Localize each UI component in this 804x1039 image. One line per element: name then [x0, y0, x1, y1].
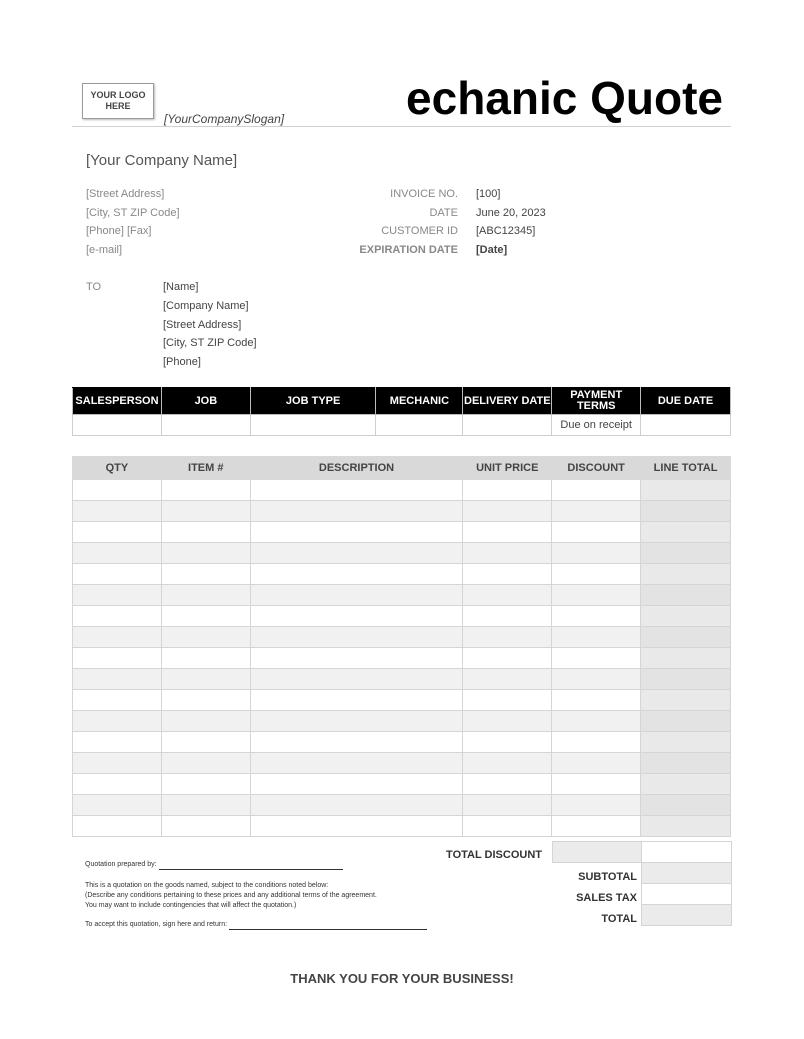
unit-price-cell[interactable]	[463, 816, 552, 837]
line-item-row	[73, 732, 731, 753]
col-header-salesperson: SALESPERSON	[73, 388, 162, 415]
quotation-conditions-line1: This is a quotation on the goods named, subject to the conditions noted below:	[85, 882, 329, 889]
unit-price-cell[interactable]	[463, 501, 552, 522]
qty-cell[interactable]	[73, 564, 162, 585]
item-number-cell[interactable]	[161, 669, 250, 690]
col-header-line-total: LINE TOTAL	[641, 457, 731, 480]
col-header-unit-price: UNIT PRICE	[463, 457, 552, 480]
discount-cell[interactable]	[552, 816, 641, 837]
expiration-date-label: EXPIRATION DATE	[359, 244, 458, 256]
unit-price-cell[interactable]	[463, 585, 552, 606]
line-total-cell[interactable]	[641, 648, 731, 669]
col-header-mechanic: MECHANIC	[376, 388, 463, 415]
description-cell[interactable]	[250, 753, 463, 774]
line-total-cell[interactable]	[641, 711, 731, 732]
accept-label: To accept this quotation, sign here and return:	[85, 921, 228, 928]
line-total-cell[interactable]	[641, 606, 731, 627]
line-item-row	[73, 690, 731, 711]
mechanic-cell[interactable]	[376, 415, 463, 436]
description-cell[interactable]	[250, 606, 463, 627]
company-city: [City, ST ZIP Code]	[86, 207, 180, 219]
col-header-payment-terms: PAYMENT TERMS	[552, 388, 641, 415]
to-label: TO	[86, 281, 102, 293]
logo-text-line2: HERE	[105, 101, 131, 111]
unit-price-cell[interactable]	[463, 564, 552, 585]
qty-cell[interactable]	[73, 585, 162, 606]
logo-text-line1: YOUR LOGO	[90, 90, 146, 100]
qty-cell[interactable]	[73, 753, 162, 774]
line-item-row	[73, 585, 731, 606]
col-header-due-date: DUE DATE	[641, 388, 731, 415]
line-item-row	[73, 564, 731, 585]
description-cell[interactable]	[250, 522, 463, 543]
invoice-number-value: [100]	[476, 188, 501, 200]
line-item-row	[73, 606, 731, 627]
header-divider	[72, 126, 731, 127]
unit-price-cell[interactable]	[463, 480, 552, 501]
qty-cell[interactable]	[73, 669, 162, 690]
description-cell[interactable]	[250, 480, 463, 501]
qty-cell[interactable]	[73, 774, 162, 795]
description-cell[interactable]	[250, 816, 463, 837]
discount-cell[interactable]	[552, 732, 641, 753]
discount-cell[interactable]	[552, 711, 641, 732]
to-company: [Company Name]	[163, 300, 249, 312]
discount-cell[interactable]	[552, 522, 641, 543]
description-cell[interactable]	[250, 795, 463, 816]
line-total-cell[interactable]	[641, 753, 731, 774]
item-number-cell[interactable]	[161, 774, 250, 795]
job-table-row	[73, 415, 731, 436]
description-cell[interactable]	[250, 774, 463, 795]
payment-terms-cell[interactable]: Due on receipt	[552, 415, 641, 436]
description-cell[interactable]	[250, 732, 463, 753]
line-total-cell[interactable]	[641, 774, 731, 795]
description-cell[interactable]	[250, 690, 463, 711]
item-number-cell[interactable]	[161, 564, 250, 585]
description-cell[interactable]	[250, 627, 463, 648]
job-type-cell[interactable]	[250, 415, 376, 436]
line-item-row	[73, 795, 731, 816]
unit-price-cell[interactable]	[463, 669, 552, 690]
col-header-discount: DISCOUNT	[552, 457, 641, 480]
customer-id-label: CUSTOMER ID	[381, 225, 458, 237]
unit-price-cell[interactable]	[463, 543, 552, 564]
company-email: [e-mail]	[86, 244, 123, 256]
to-name: [Name]	[163, 281, 199, 293]
line-item-row	[73, 480, 731, 501]
line-items-table	[72, 456, 731, 837]
line-total-cell[interactable]	[641, 564, 731, 585]
unit-price-cell[interactable]	[463, 522, 552, 543]
discount-cell[interactable]	[552, 543, 641, 564]
discount-cell[interactable]	[552, 774, 641, 795]
subtotal-value[interactable]	[641, 862, 732, 884]
sales-tax-label: SALES TAX	[576, 892, 637, 904]
job-cell[interactable]	[161, 415, 250, 436]
qty-cell[interactable]	[73, 648, 162, 669]
item-number-cell[interactable]	[161, 795, 250, 816]
accept-signature-line	[85, 920, 427, 930]
qty-cell[interactable]	[73, 480, 162, 501]
unit-price-cell[interactable]	[463, 606, 552, 627]
qty-cell[interactable]	[73, 795, 162, 816]
qty-cell[interactable]	[73, 711, 162, 732]
qty-cell[interactable]	[73, 522, 162, 543]
unit-price-cell[interactable]	[463, 732, 552, 753]
company-phone-fax: [Phone] [Fax]	[86, 225, 152, 237]
to-street: [Street Address]	[163, 319, 242, 331]
line-total-cell[interactable]	[641, 816, 731, 837]
line-item-row	[73, 627, 731, 648]
accept-signature-field[interactable]	[229, 929, 427, 930]
discount-cell[interactable]	[552, 648, 641, 669]
date-value: June 20, 2023	[476, 207, 546, 219]
discount-cell[interactable]	[552, 501, 641, 522]
line-item-row	[73, 501, 731, 522]
company-street: [Street Address]	[86, 188, 165, 200]
description-cell[interactable]	[250, 543, 463, 564]
line-item-row	[73, 816, 731, 837]
col-header-qty: QTY	[73, 457, 162, 480]
quotation-conditions-line3: You may want to include contingencies that will affect the quotation.)	[85, 902, 297, 909]
item-number-cell[interactable]	[161, 690, 250, 711]
item-number-cell[interactable]	[161, 753, 250, 774]
line-total-cell[interactable]	[641, 669, 731, 690]
discount-cell[interactable]	[552, 753, 641, 774]
discount-cell[interactable]	[552, 795, 641, 816]
unit-price-cell[interactable]	[463, 774, 552, 795]
total-discount-blank-cell	[641, 841, 732, 863]
to-city: [City, ST ZIP Code]	[163, 337, 257, 349]
qty-cell[interactable]	[73, 732, 162, 753]
item-number-cell[interactable]	[161, 648, 250, 669]
job-details-table	[72, 387, 731, 436]
col-header-description: DESCRIPTION	[250, 457, 463, 480]
qty-cell[interactable]	[73, 690, 162, 711]
line-total-cell[interactable]	[641, 480, 731, 501]
prepared-by-label: Quotation prepared by:	[85, 861, 157, 868]
line-total-cell[interactable]	[641, 585, 731, 606]
unit-price-cell[interactable]	[463, 711, 552, 732]
description-cell[interactable]	[250, 585, 463, 606]
prepared-by-signature-line[interactable]	[159, 869, 343, 870]
description-cell[interactable]	[250, 648, 463, 669]
total-discount-label: TOTAL DISCOUNT	[446, 849, 542, 861]
invoice-number-label: INVOICE NO.	[390, 188, 458, 200]
delivery-date-cell[interactable]	[463, 415, 552, 436]
quotation-conditions-line2: (Describe any conditions pertaining to these prices and any additional terms of the agreement.	[85, 892, 377, 899]
item-number-cell[interactable]	[161, 585, 250, 606]
item-number-cell[interactable]	[161, 522, 250, 543]
qty-cell[interactable]	[73, 606, 162, 627]
date-label: DATE	[429, 207, 458, 219]
item-number-cell[interactable]	[161, 627, 250, 648]
total-value[interactable]	[641, 904, 732, 926]
line-total-cell[interactable]	[641, 627, 731, 648]
line-total-cell[interactable]	[641, 501, 731, 522]
item-number-cell[interactable]	[161, 480, 250, 501]
discount-cell[interactable]	[552, 669, 641, 690]
thank-you-message: THANK YOU FOR YOUR BUSINESS!	[290, 971, 514, 986]
item-number-cell[interactable]	[161, 606, 250, 627]
description-cell[interactable]	[250, 564, 463, 585]
qty-cell[interactable]	[73, 543, 162, 564]
col-header-delivery-date: DELIVERY DATE	[463, 388, 552, 415]
customer-id-value: [ABC12345]	[476, 225, 536, 237]
description-cell[interactable]	[250, 501, 463, 522]
sales-tax-value[interactable]	[641, 883, 732, 905]
line-item-row	[73, 522, 731, 543]
qty-cell[interactable]	[73, 816, 162, 837]
company-logo-placeholder	[82, 83, 154, 119]
unit-price-cell[interactable]	[463, 795, 552, 816]
items-table-header-row	[73, 457, 731, 480]
discount-cell[interactable]	[552, 627, 641, 648]
line-total-cell[interactable]	[641, 732, 731, 753]
unit-price-cell[interactable]	[463, 753, 552, 774]
col-header-job: JOB	[161, 388, 250, 415]
col-header-item-number: ITEM #	[161, 457, 250, 480]
prepared-by-line	[85, 860, 343, 870]
document-title: echanic Quote	[406, 72, 723, 124]
item-number-cell[interactable]	[161, 543, 250, 564]
qty-cell[interactable]	[73, 627, 162, 648]
line-item-row	[73, 711, 731, 732]
unit-price-cell[interactable]	[463, 648, 552, 669]
expiration-date-value: [Date]	[476, 244, 508, 256]
company-name: [Your Company Name]	[86, 152, 238, 169]
line-total-cell[interactable]	[641, 795, 731, 816]
salesperson-cell[interactable]	[73, 415, 162, 436]
to-phone: [Phone]	[163, 356, 201, 368]
total-discount-value[interactable]	[552, 841, 643, 863]
unit-price-cell[interactable]	[463, 690, 552, 711]
qty-cell[interactable]	[73, 501, 162, 522]
description-cell[interactable]	[250, 711, 463, 732]
line-total-cell[interactable]	[641, 543, 731, 564]
discount-cell[interactable]	[552, 564, 641, 585]
line-item-row	[73, 648, 731, 669]
due-date-cell[interactable]	[641, 415, 731, 436]
total-label: TOTAL	[601, 913, 637, 925]
item-number-cell[interactable]	[161, 732, 250, 753]
unit-price-cell[interactable]	[463, 627, 552, 648]
item-number-cell[interactable]	[161, 816, 250, 837]
discount-cell[interactable]	[552, 606, 641, 627]
line-total-cell[interactable]	[641, 522, 731, 543]
company-slogan: [YourCompanySlogan]	[164, 112, 285, 126]
discount-cell[interactable]	[552, 690, 641, 711]
job-table-header-row	[73, 388, 731, 415]
line-item-row	[73, 543, 731, 564]
discount-cell[interactable]	[552, 480, 641, 501]
line-item-row	[73, 753, 731, 774]
line-total-cell[interactable]	[641, 690, 731, 711]
subtotal-label: SUBTOTAL	[578, 871, 637, 883]
item-number-cell[interactable]	[161, 501, 250, 522]
line-item-row	[73, 669, 731, 690]
col-header-job-type: JOB TYPE	[250, 388, 376, 415]
description-cell[interactable]	[250, 669, 463, 690]
line-item-row	[73, 774, 731, 795]
discount-cell[interactable]	[552, 585, 641, 606]
item-number-cell[interactable]	[161, 711, 250, 732]
